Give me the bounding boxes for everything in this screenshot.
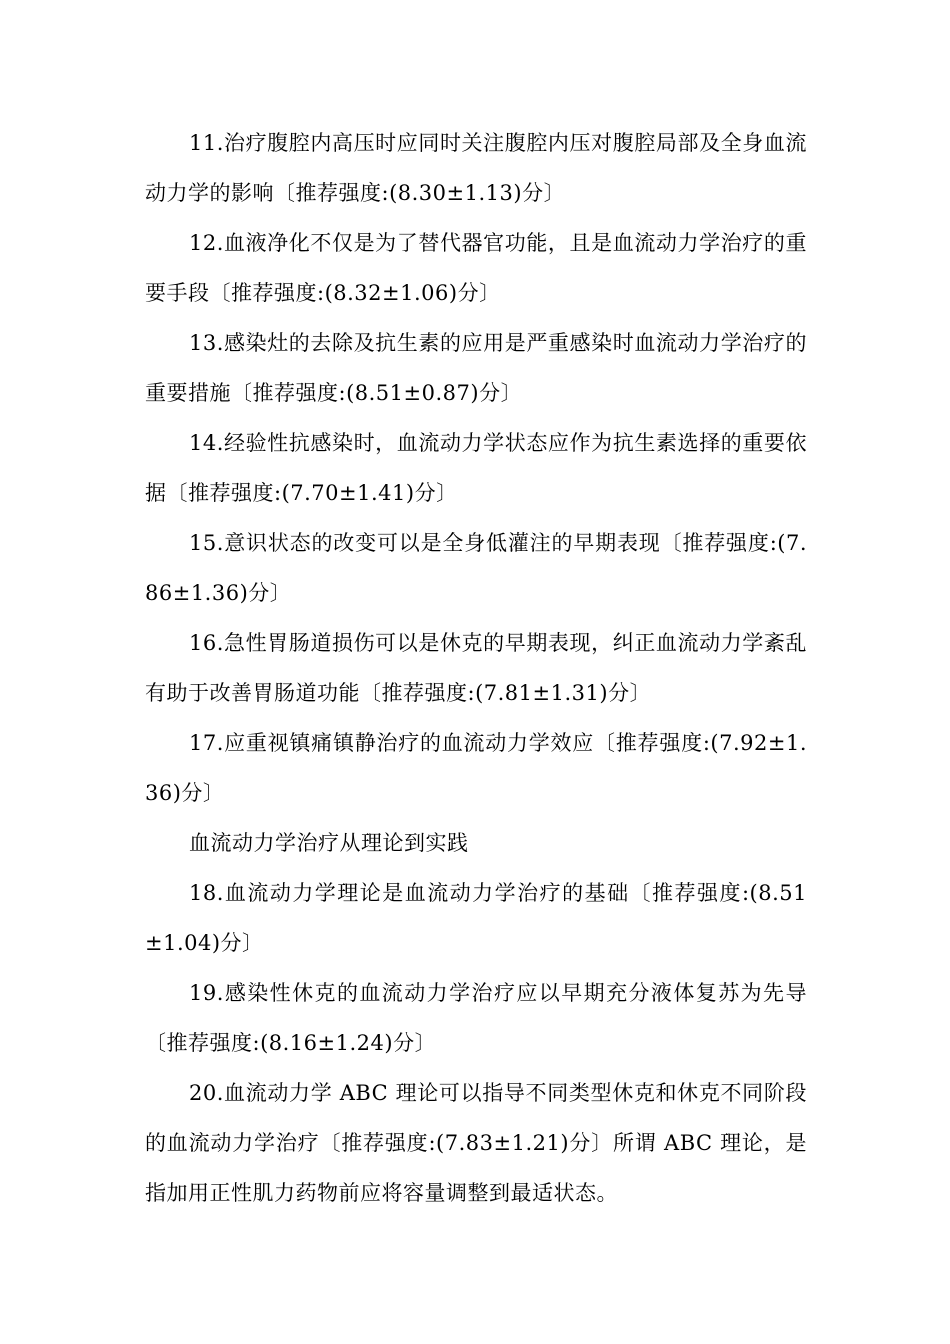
paragraph-19: 19.感染性休克的血流动力学治疗应以早期充分液体复苏为先导〔推荐强度:(8.16±1.24)分〕 bbox=[145, 981, 807, 1055]
paragraph-13: 13.感染灶的去除及抗生素的应用是严重感染时血流动力学治疗的重要措施〔推荐强度:(8.51±0.87)分〕 bbox=[145, 331, 807, 405]
paragraph-11: 11.治疗腹腔内高压时应同时关注腹腔内压对腹腔局部及全身血流动力学的影响〔推荐强度:(8.30±1.13)分〕 bbox=[145, 131, 807, 205]
paragraph-12: 12.血液净化不仅是为了替代器官功能，且是血流动力学治疗的重要手段〔推荐强度:(8.32±1.06)分〕 bbox=[145, 231, 807, 305]
paragraph-18: 18.血流动力学理论是血流动力学治疗的基础〔推荐强度:(8.51±1.04)分〕 bbox=[145, 881, 807, 955]
section-heading: 血流动力学治疗从理论到实践 bbox=[189, 831, 469, 855]
paragraph-17: 17.应重视镇痛镇静治疗的血流动力学效应〔推荐强度:(7.92±1.36)分〕 bbox=[145, 731, 807, 805]
document-body bbox=[145, 118, 807, 1218]
paragraph-16: 16.急性胃肠道损伤可以是休克的早期表现，纠正血流动力学紊乱有助于改善胃肠道功能〔推荐强度:(7.81±1.31)分〕 bbox=[145, 631, 807, 705]
paragraph-14: 14.经验性抗感染时，血流动力学状态应作为抗生素选择的重要依据〔推荐强度:(7.70±1.41)分〕 bbox=[145, 431, 807, 505]
paragraph-15: 15.意识状态的改变可以是全身低灌注的早期表现〔推荐强度:(7.86±1.36)分〕 bbox=[145, 531, 807, 605]
paragraph-20: 20.血流动力学 ABC 理论可以指导不同类型休克和休克不同阶段的血流动力学治疗〔推荐强度:(7.83±1.21)分〕所谓 ABC 理论，是指加用正性肌力药物前应将容量调整到最适状态。 bbox=[145, 1081, 807, 1205]
